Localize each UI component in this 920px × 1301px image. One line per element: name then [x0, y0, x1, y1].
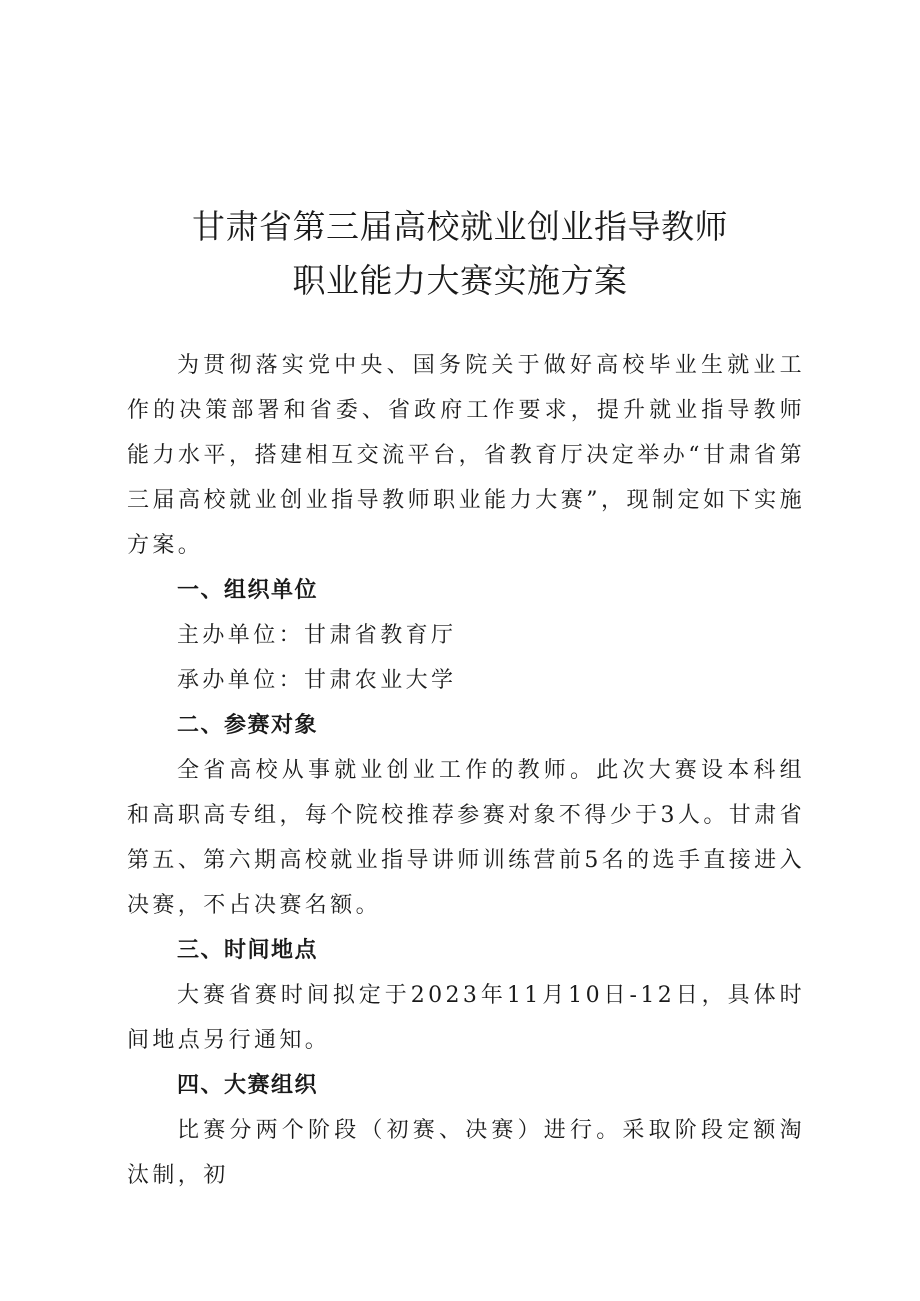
participants-paragraph: 全省高校从事就业创业工作的教师。此次大赛设本科组和高职高专组，每个院校推荐参赛对象不得少于3人。甘肃省第五、第六期高校就业指导讲师训练营前5名的选手直接进入决赛，不占决赛名额。 [127, 758, 805, 918]
intro-paragraph: 为贯彻落实党中央、国务院关于做好高校毕业生就业工作的决策部署和省委、省政府工作要求，提升就业指导教师能力水平，搭建相互交流平台，省教育厅决定举办“甘肃省第三届高校就业创业指导教师职业能力大赛”，现制定如下实施方案。 [127, 353, 805, 558]
organizer-undertaker-line: 承办单位：甘肃农业大学 [177, 668, 457, 693]
section-heading-organizers: 一、组织单位 [177, 578, 319, 603]
title-line-2: 职业能力大赛实施方案 [292, 261, 628, 300]
organization-paragraph: 比赛分两个阶段（初赛、决赛）进行。采取阶段定额淘汰制，初 [127, 1118, 805, 1188]
section-heading-organization: 四、大赛组织 [177, 1073, 319, 1098]
document-body [127, 343, 805, 1198]
section-heading-time-place: 三、时间地点 [177, 938, 319, 963]
section-heading-participants: 二、参赛对象 [177, 713, 319, 738]
time-place-paragraph: 大赛省赛时间拟定于2023年11月10日-12日，具体时间地点另行通知。 [127, 983, 805, 1053]
title-line-1: 甘肃省第三届高校就业创业指导教师 [192, 207, 728, 246]
organizer-host-line: 主办单位：甘肃省教育厅 [177, 623, 457, 648]
document-title [0, 200, 920, 308]
